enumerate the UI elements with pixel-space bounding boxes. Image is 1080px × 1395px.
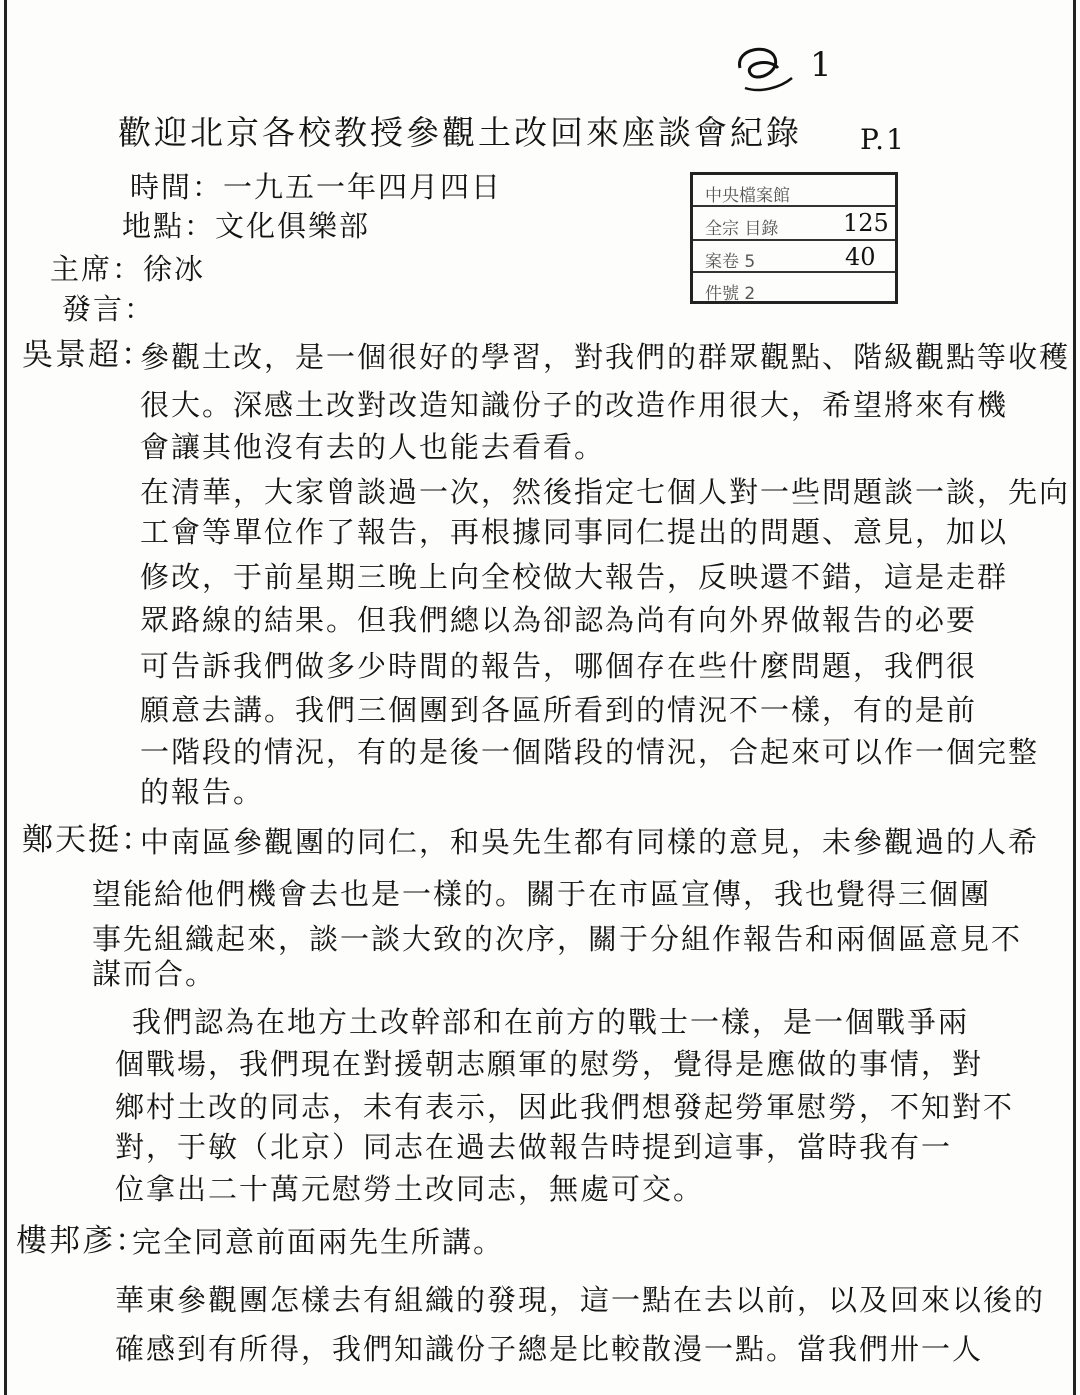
- text-line: 位拿出二十萬元慰勞土改同志，無處可交。: [115, 1172, 705, 1206]
- text-line: 謀而合。: [92, 957, 217, 991]
- scan-right-edge: [1073, 0, 1076, 1395]
- page-mark: P.1: [860, 123, 906, 156]
- stamp-row-2: 全宗 目錄: [705, 219, 779, 239]
- speaker-name: 吳景超：: [22, 337, 154, 373]
- text-line: 的報告。: [140, 775, 265, 809]
- stamp-row-1: 中央檔案館: [705, 186, 790, 206]
- stamp-handwritten-2: 40: [845, 243, 876, 271]
- text-line: 對，于敏（北京）同志在過去做報告時提到這事，當時我有一: [115, 1130, 953, 1164]
- speaker-name: 鄭天挺：: [22, 822, 154, 858]
- stamp-handwritten-1: 125: [843, 209, 889, 237]
- text-line: 眾路線的結果。但我們總以為卻認為尚有向外界做報告的必要: [140, 603, 978, 637]
- meta-place: 地點：文化俱樂部: [122, 209, 371, 243]
- text-line: 確感到有所得，我們知識份子總是比較散漫一點。當我們卅一人: [115, 1332, 984, 1366]
- text-line: 很大。深感土改對改造知識份子的改造作用很大，希望將來有機: [140, 388, 1009, 422]
- text-line: 在清華，大家曾談過一次，然後指定七個人對一些問題談一談，先向: [140, 475, 1071, 509]
- text-line: 完全同意前面兩先生所講。: [132, 1225, 505, 1259]
- text-line: 工會等單位作了報告，再根據同事同仁提出的問題、意見，加以: [140, 515, 1009, 549]
- speaker-name: 樓邦彥：: [16, 1223, 148, 1259]
- scan-left-edge: [4, 0, 7, 1395]
- text-line: 鄉村土改的同志，未有表示，因此我們想發起勞軍慰勞，不知對不: [115, 1090, 1015, 1124]
- corner-number: 1: [810, 45, 834, 85]
- text-line: 我們認為在地方土改幹部和在前方的戰士一樣，是一個戰爭兩: [132, 1005, 970, 1039]
- text-line: 個戰場，我們現在對援朝志願軍的慰勞，覺得是應做的事情，對: [115, 1047, 984, 1081]
- meta-speak: 發言：: [62, 292, 156, 326]
- meta-chair: 主席：徐冰: [50, 252, 206, 286]
- stamp-row-3: 案卷 5: [705, 252, 756, 272]
- text-line: 望能給他們機會去也是一樣的。關于在市區宣傳，我也覺得三個團: [92, 877, 992, 911]
- text-line: 願意去講。我們三個團到各區所看到的情況不一樣，有的是前: [140, 693, 978, 727]
- text-line: 會讓其他沒有去的人也能去看看。: [140, 430, 606, 464]
- stamp-row-4: 件號 2: [705, 284, 756, 304]
- text-line: 一階段的情況，有的是後一個階段的情況，合起來可以作一個完整: [140, 735, 1040, 769]
- text-line: 可告訴我們做多少時間的報告，哪個存在些什麼問題，我們很: [140, 649, 978, 683]
- text-line: 事先組織起來，談一談大致的次序，關于分組作報告和兩個區意見不: [92, 922, 1023, 956]
- corner-scribble-mark: [730, 38, 800, 98]
- text-line: 參觀土改，是一個很好的學習，對我們的群眾觀點、階級觀點等收穫: [140, 340, 1071, 374]
- meta-time: 時間：一九五一年四月四日: [130, 170, 503, 204]
- text-line: 華東參觀團怎樣去有組織的發現，這一點在去以前，以及回來以後的: [115, 1283, 1046, 1317]
- text-line: 修改，于前星期三晚上向全校做大報告，反映還不錯，這是走群: [140, 560, 1009, 594]
- document-title: 歡迎北京各校教授參觀土改回來座談會紀錄: [118, 113, 802, 152]
- text-line: 中南區參觀團的同仁，和吳先生都有同樣的意見，未參觀過的人希: [140, 825, 1040, 859]
- archive-stamp: [690, 172, 898, 304]
